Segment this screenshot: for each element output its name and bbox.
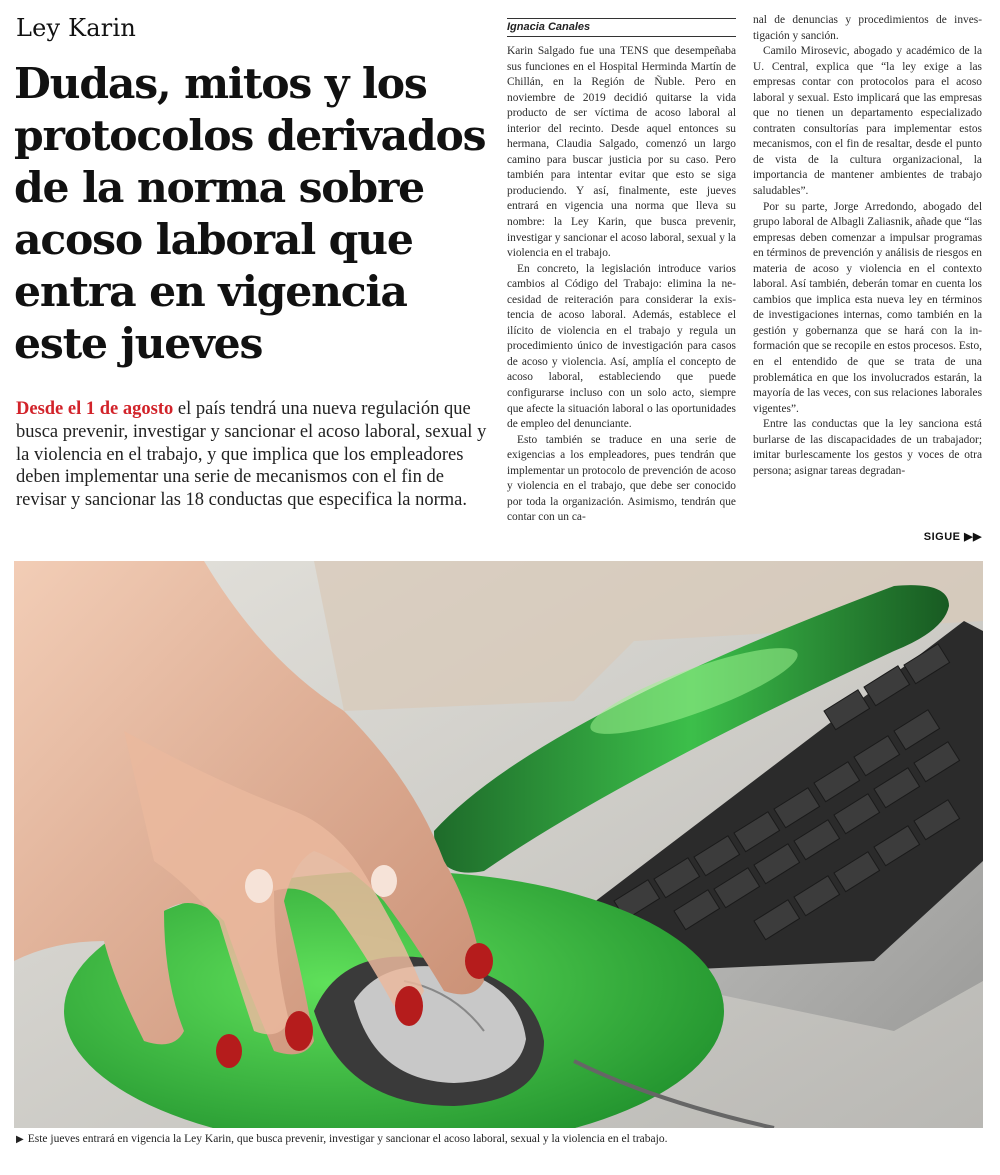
body-paragraph: nal de denuncias y procedimientos de investigación y sanción. <box>753 14 982 42</box>
body-column-1 <box>507 44 736 526</box>
fingernail <box>285 1011 313 1051</box>
fingernail <box>216 1034 242 1068</box>
lead-paragraph <box>16 398 488 512</box>
fingernail <box>465 943 493 979</box>
body-paragraph: Entre las conductas que la ley sanciona está burlarse de las discapacidades de un trabajador; imitar burlescamente los gestos y voces de otra persona; asignar tareas degradan- <box>753 418 982 477</box>
fingernail <box>245 869 273 903</box>
body-paragraph: Camilo Mirosevic, abogado y académico de la U. Central, explica que “la ley exige a las empresas contar con protocolos para el acoso laboral y sexual. Esto implicará que las empresas que no tienen un departamento especializado contraten consultorías para implementar estos mecanismos, con el fin de resaltar, desde el punto de vista de la cultura organizacional, la importancia de mantener ambientes de trabajo saludables”. <box>753 45 982 198</box>
headline: Dudas, mitos y los protocolos derivados de la norma sobre acoso laboral que entra en vigencia este jueves <box>14 59 486 369</box>
lead-text: el país tendrá una nueva regulación que busca prevenir, investigar y sancionar el acoso laboral, sexual y la violencia en el trabajo, y que implica que los empleadores deben implementar una serie de mecanismos con el fin de revisar y sancionar las 18 conductas que especifica la norma. <box>16 399 487 511</box>
fingernail <box>371 865 397 897</box>
body-paragraph: Karin Salgado fue una TENS que desempeñaba sus funciones en el Hospital Herminda Martín de Chillán, en la Región de Ñuble. Pero en noviembre de 2019 decidió quitarse la vida producto de ser víctima de acoso laboral al interior del recinto. Desde aquel entonces su hermana, Claudia Salgado, comenzó un largo camino para buscar justicia por su caso. Pero también para intentar evitar que esto se siga produciendo. Y así, finalmente, este jueves entrará en vigencia una norma que lleva su nombre: la Ley Karin, que busca prevenir, investigar y sancionar el acoso laboral, sexual y la violencia en el trabajo. <box>507 45 736 260</box>
continue-marker: SIGUE ▶▶ <box>923 531 982 543</box>
photo-caption <box>16 1133 986 1145</box>
section-kicker: Ley Karin <box>16 14 136 42</box>
body-column-2 <box>753 13 982 479</box>
body-paragraph: En concreto, la legislación introduce varios cambios al Código del Trabajo: elimina la necesidad de reiteración para considerar la existencia de acoso laboral. Además, establece el ilícito de violencia en el trabajo y regula un procedimiento único de investigación para casos de acoso y violencia. Así, amplía el concepto de acoso laboral, estableciendo que puede configurarse incluso con un solo acto, siempre que afecte la situación laboral o las oportunidades de empleo del denunciante. <box>507 262 736 431</box>
body-paragraph: Por su parte, Jorge Arredondo, abogado del grupo laboral de Albagli Zaliasnik, añade que “las empresas deben comenzar a impulsar programas en términos de prevención y análisis de riesgos en materia de acoso y violencia en el contexto laboral. Así también, deberán tomar en cuenta los cambios que implica esta nueva ley en términos de investigaciones internas, como también en la gestión y gobernanza que se hará con la información que se recopile en estos procesos. Esto, en el entendido de que se trata de una problemática en que los involucrados estarán, la mayoría de las veces, con sus relaciones laborales vigentes”. <box>753 200 982 415</box>
fingernail <box>395 986 423 1026</box>
caption-text: Este jueves entrará en vigencia la Ley Karin, que busca prevenir, investigar y sancionar el acoso laboral, sexual y la violencia en el trabajo. <box>27 1133 668 1145</box>
article-photo <box>14 561 983 1128</box>
body-paragraph: Esto también se traduce en una serie de exigencias a los empleadores, pues tendrán que implementar un protocolo de prevención de acoso y violencia en el trabajo, que debe ser conocido por toda la organización. Asimismo, tendrán que contar con un ca- <box>507 433 736 524</box>
byline: Ignacia Canales <box>507 18 736 37</box>
caption-marker-icon: ▶ <box>16 1134 24 1145</box>
lead-highlight: Desde el 1 de agosto <box>16 399 174 419</box>
